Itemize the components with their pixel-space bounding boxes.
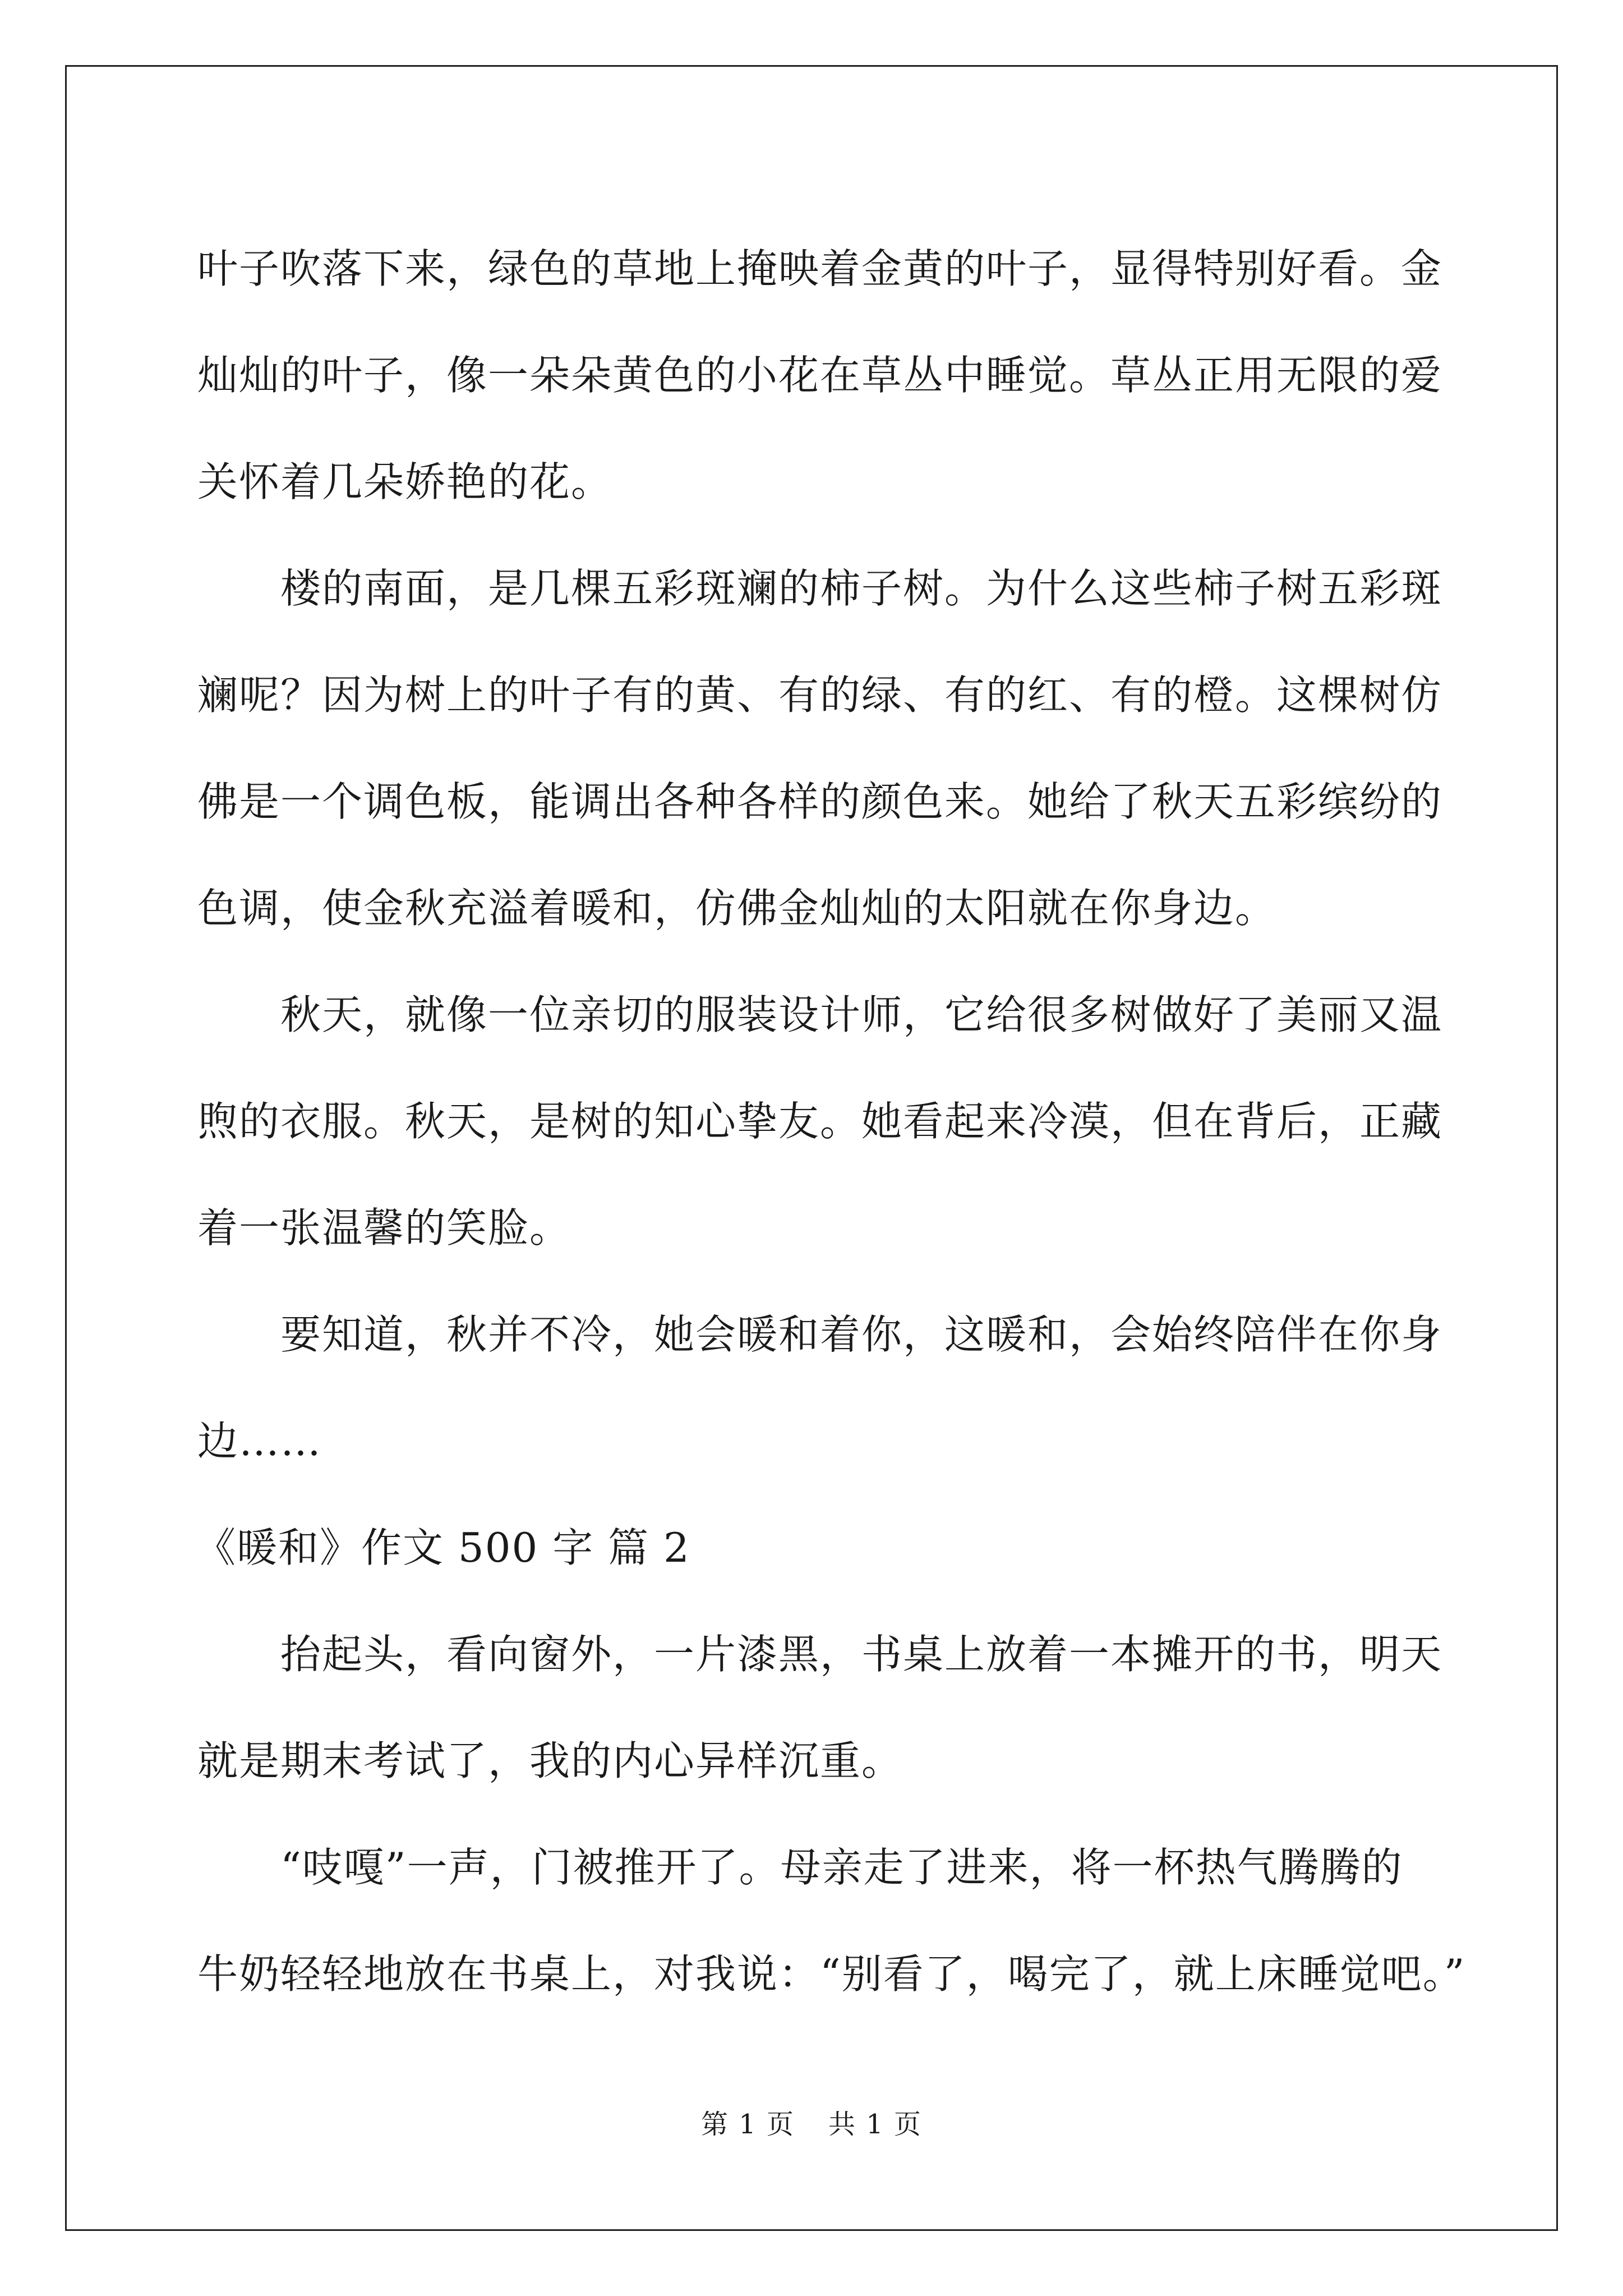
- text-line-11: 要知道，秋并不冷，她会暖和着你，这暖和，会始终陪伴在你身: [280, 1311, 1443, 1358]
- page-number: 第 1 页: [700, 2109, 795, 2140]
- text-line-6: 佛是一个调色板，能调出各种各样的颜色来。她给了秋天五彩缤纷的: [197, 778, 1443, 825]
- section-heading: 《暖和》作文 500 字 篇 2: [195, 1524, 690, 1571]
- text-line-9: 煦的衣服。秋天，是树的知心挚友。她看起来冷漠，但在背后，正藏: [197, 1098, 1443, 1145]
- text-line-10: 着一张温馨的笑脸。: [197, 1204, 571, 1251]
- page-footer: [0, 2102, 1623, 2141]
- text-line-7: 色调，使金秋充溢着暖和，仿佛金灿灿的太阳就在你身边。: [197, 885, 1277, 932]
- page-total: 共 1 页: [828, 2109, 923, 2140]
- text-line-15: 就是期末考试了，我的内心异样沉重。: [197, 1737, 903, 1784]
- text-line-4: 楼的南面，是几棵五彩斑斓的柿子树。为什么这些柿子树五彩斑: [280, 565, 1443, 612]
- document-body: [195, 215, 1466, 2027]
- text-line-16: “吱嘎”一声，门被推开了。母亲走了进来，将一杯热气腾腾的: [280, 1844, 1403, 1891]
- text-line-12: 边……: [197, 1418, 322, 1465]
- text-line-1: 叶子吹落下来，绿色的草地上掩映着金黄的叶子，显得特别好看。金: [197, 245, 1443, 292]
- text-line-8: 秋天，就像一位亲切的服装设计师，它给很多树做好了美丽又温: [280, 991, 1443, 1038]
- text-line-17: 牛奶轻轻地放在书桌上，对我说：“别看了，喝完了，就上床睡觉吧。”: [197, 1950, 1466, 1998]
- text-line-2: 灿灿的叶子，像一朵朵黄色的小花在草丛中睡觉。草丛正用无限的爱: [197, 352, 1443, 399]
- text-line-14: 抬起头，看向窗外，一片漆黑，书桌上放着一本摊开的书，明天: [280, 1631, 1443, 1678]
- text-line-3: 关怀着几朵娇艳的花。: [197, 458, 613, 505]
- text-line-5: 斓呢？因为树上的叶子有的黄、有的绿、有的红、有的橙。这棵树仿: [197, 671, 1443, 719]
